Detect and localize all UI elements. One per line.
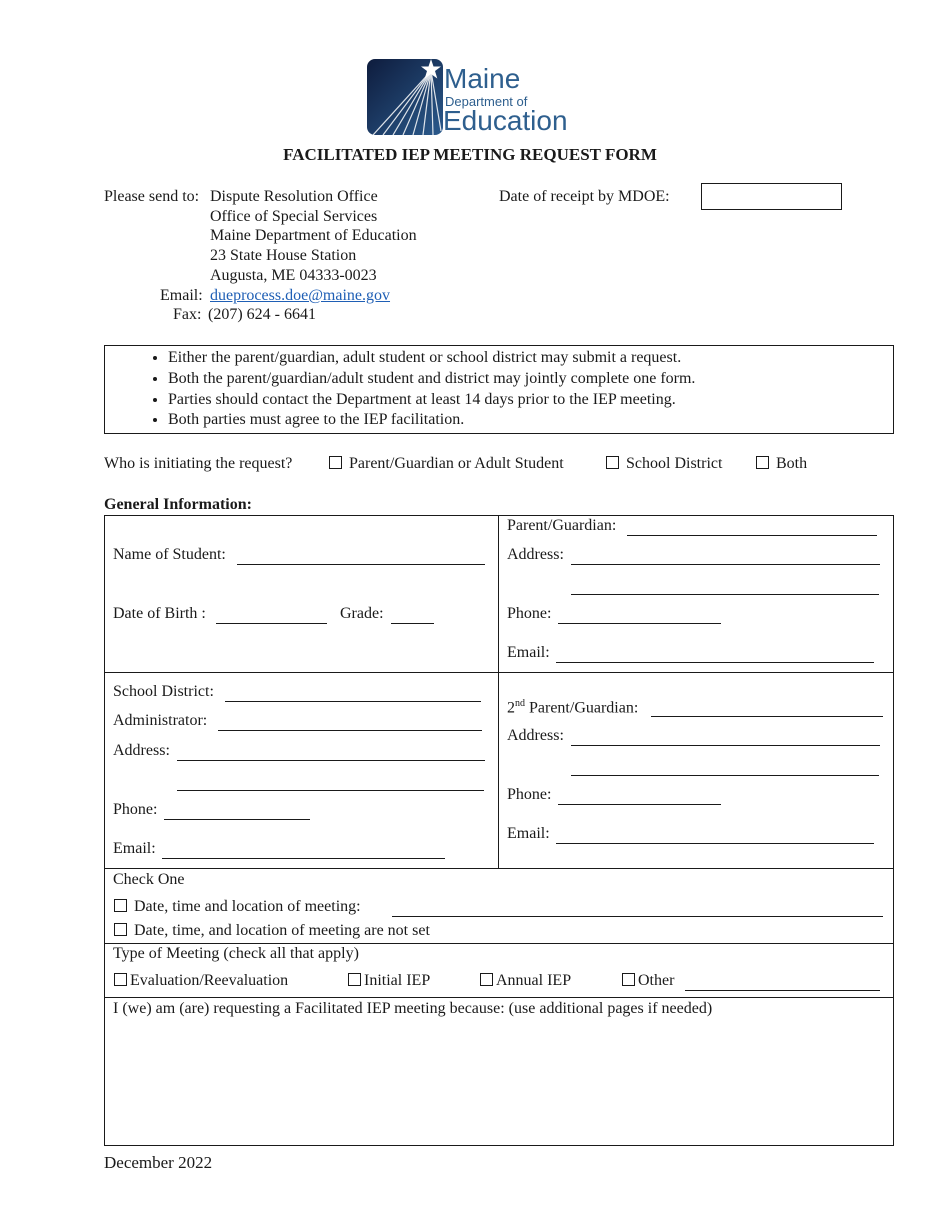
dob-field[interactable] (216, 623, 327, 624)
address-line: Maine Department of Education (210, 227, 417, 244)
parent2-label (507, 698, 638, 717)
option-label: Date, time, and location of meeting are not set (134, 922, 430, 939)
option-label: Initial IEP (364, 972, 431, 989)
checkbox[interactable] (606, 456, 619, 469)
option-label: Both (776, 455, 808, 472)
type-annual-option[interactable] (480, 972, 571, 990)
district-phone-label: Phone: (113, 801, 158, 818)
type-evaluation-option[interactable] (114, 972, 288, 990)
other-type-field[interactable] (685, 990, 880, 991)
logo-education: Education (443, 105, 568, 136)
district-email-field[interactable] (162, 858, 445, 859)
option-label: Annual IEP (496, 972, 572, 989)
column-divider (498, 515, 499, 869)
district-phone-field[interactable] (164, 819, 310, 820)
parent2-label-text: Parent/Guardian: (525, 699, 639, 717)
row-divider (104, 672, 894, 673)
parent-phone-field[interactable] (558, 623, 721, 624)
address-line: 23 State House Station (210, 247, 357, 264)
fax-number: (207) 624 - 6641 (208, 306, 316, 323)
checkbox[interactable] (622, 973, 635, 986)
parent2-suffix: nd (515, 698, 525, 709)
parent2-number: 2 (507, 699, 515, 717)
option-label: Other (638, 972, 675, 989)
email-label: Email: (160, 287, 203, 304)
checkbox[interactable] (114, 923, 127, 936)
type-initial-option[interactable] (348, 972, 430, 990)
row-divider (104, 943, 894, 944)
meeting-type-heading: Type of Meeting (check all that apply) (113, 945, 359, 962)
meeting-set-option[interactable] (114, 898, 361, 916)
parent2-address-field[interactable] (571, 745, 880, 746)
district-email-label: Email: (113, 840, 156, 857)
list-item: • Both parties must agree to the IEP facilitation. (168, 410, 695, 431)
parent-email-label: Email: (507, 644, 550, 661)
parent2-field[interactable] (651, 716, 883, 717)
checkbox[interactable] (114, 899, 127, 912)
reason-label: I (we) am (are) requesting a Facilitated IEP meeting because: (use additional pages if needed) (113, 1000, 713, 1017)
initiator-option-parent[interactable] (329, 455, 564, 473)
grade-field[interactable] (391, 623, 434, 624)
parent-phone-label: Phone: (507, 605, 552, 622)
student-name-field[interactable] (237, 564, 485, 565)
initiator-option-both[interactable] (756, 455, 807, 473)
student-name-label: Name of Student: (113, 546, 226, 563)
checkbox[interactable] (329, 456, 342, 469)
parent-label: Parent/Guardian: (507, 517, 617, 534)
receipt-date-field[interactable] (701, 183, 842, 210)
parent2-address-field-2[interactable] (571, 775, 879, 776)
instructions-list (168, 348, 695, 431)
district-field[interactable] (225, 701, 481, 702)
parent2-phone-field[interactable] (558, 804, 721, 805)
mdoe-logo (367, 57, 585, 135)
checkbox[interactable] (114, 973, 127, 986)
address-line: Augusta, ME 04333-0023 (210, 267, 377, 284)
row-divider (104, 868, 894, 869)
footer-date: December 2022 (104, 1153, 213, 1172)
address-line: Office of Special Services (210, 208, 378, 225)
meeting-details-field[interactable] (392, 916, 883, 917)
parent2-address-label: Address: (507, 727, 564, 744)
type-other-option[interactable] (622, 972, 674, 990)
list-item: • Both the parent/guardian/adult student and district may jointly complete one form. (168, 369, 695, 390)
parent2-phone-label: Phone: (507, 786, 552, 803)
option-label: School District (626, 455, 723, 472)
parent-address-field-2[interactable] (571, 594, 879, 595)
initiator-option-district[interactable] (606, 455, 722, 473)
parent-email-field[interactable] (556, 662, 874, 663)
administrator-label: Administrator: (113, 712, 208, 729)
list-item: • Parties should contact the Department at least 14 days prior to the IEP meeting. (168, 390, 695, 411)
parent-field[interactable] (627, 535, 877, 536)
grade-label: Grade: (340, 605, 384, 622)
address-line: Dispute Resolution Office (210, 188, 378, 205)
send-to-label: Please send to: (104, 188, 200, 205)
parent2-email-field[interactable] (556, 843, 874, 844)
logo-dept: Department of (445, 94, 528, 109)
initiator-question: Who is initiating the request? (104, 455, 293, 472)
parent-address-label: Address: (507, 546, 564, 563)
email-link[interactable]: dueprocess.doe@maine.gov (210, 287, 391, 304)
administrator-field[interactable] (218, 730, 482, 731)
reason-textarea[interactable] (106, 1022, 892, 1144)
checkbox[interactable] (348, 973, 361, 986)
general-info-heading: General Information: (104, 496, 252, 513)
list-item: • Either the parent/guardian, adult student or school district may submit a request. (168, 348, 695, 369)
receipt-label: Date of receipt by MDOE: (499, 188, 670, 205)
option-label: Evaluation/Reevaluation (130, 972, 289, 989)
logo-graphic (367, 57, 443, 135)
parent2-email-label: Email: (507, 825, 550, 842)
meeting-not-set-option[interactable] (114, 922, 430, 940)
dob-label: Date of Birth : (113, 605, 206, 622)
row-divider (104, 997, 894, 998)
page-title: FACILITATED IEP MEETING REQUEST FORM (283, 145, 657, 164)
option-label: Date, time and location of meeting: (134, 898, 361, 915)
check-one-heading: Check One (113, 871, 185, 888)
option-label: Parent/Guardian or Adult Student (349, 455, 564, 472)
district-address-field-2[interactable] (177, 790, 484, 791)
district-label: School District: (113, 683, 214, 700)
logo-maine: Maine (444, 63, 521, 94)
district-address-field[interactable] (177, 760, 485, 761)
fax-label: Fax: (173, 306, 202, 323)
checkbox[interactable] (756, 456, 769, 469)
district-address-label: Address: (113, 742, 170, 759)
checkbox[interactable] (480, 973, 493, 986)
parent-address-field[interactable] (571, 564, 880, 565)
